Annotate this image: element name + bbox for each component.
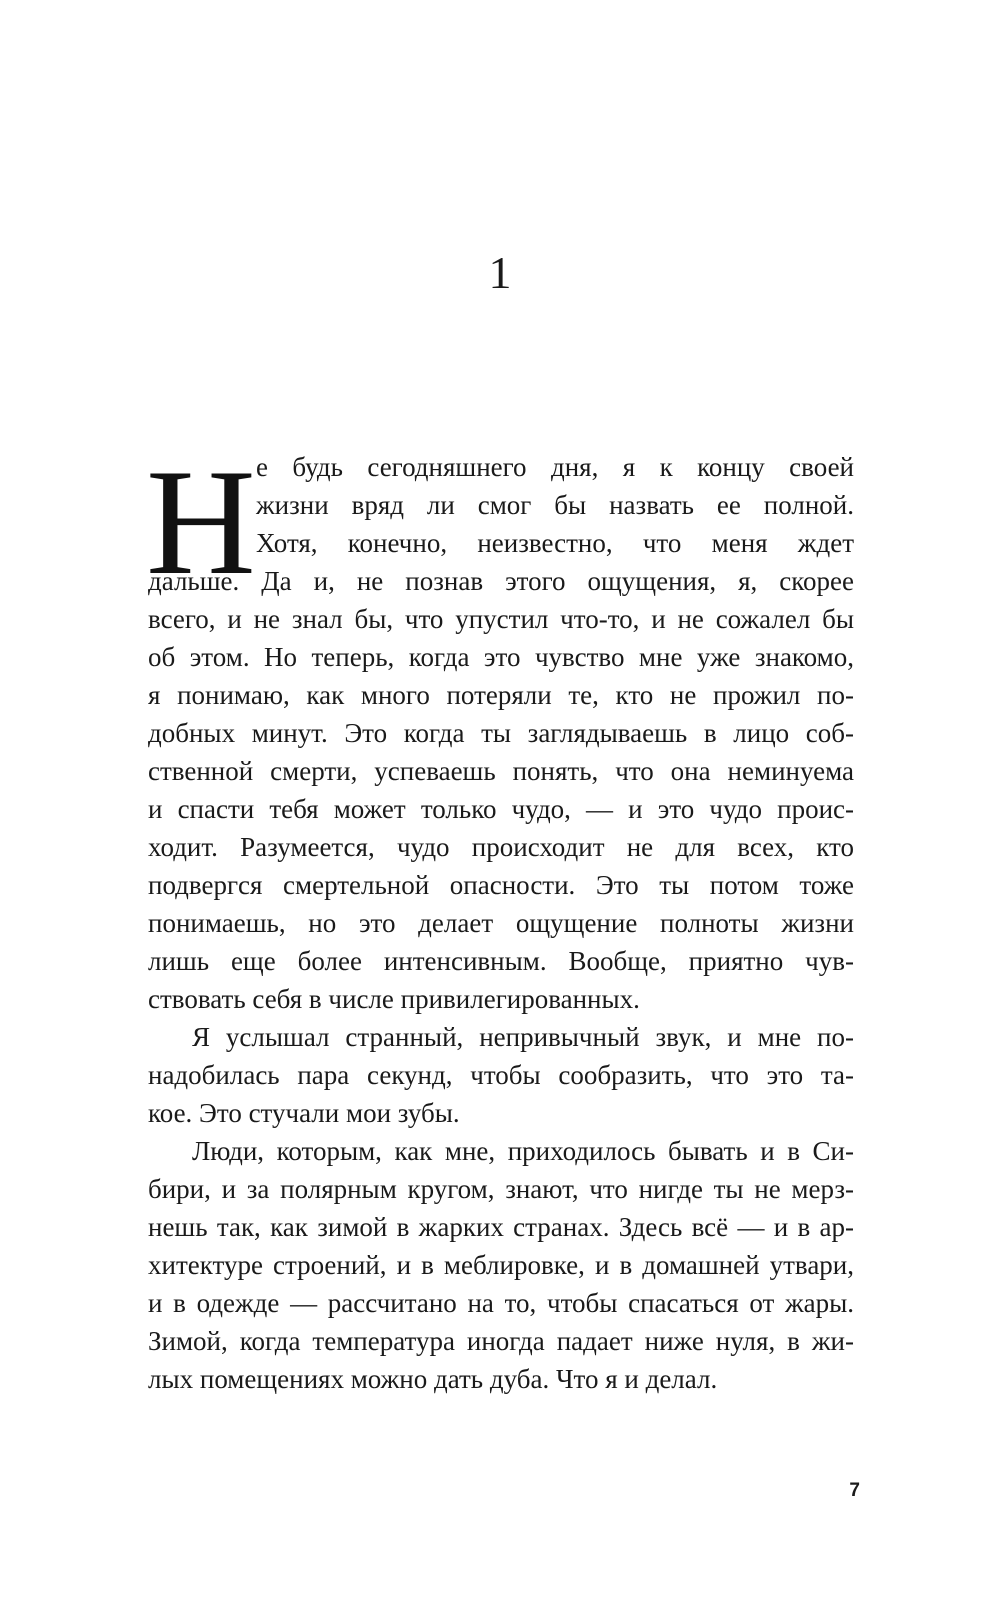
text-line: и спасти тебя может только чудо, — и это чудо проис- (148, 794, 854, 824)
text-line: всего, и не знал бы, что упустил что-то, и не сожалел бы (148, 604, 854, 634)
text-line: ходит. Разумеется, чудо происходит не для всех, кто (148, 832, 854, 862)
text-line: ственной смерти, успеваешь понять, что она неминуема (148, 756, 854, 786)
text-line: Хотя, конечно, неизвестно, что меня ждет (256, 528, 854, 558)
text-line: и в одежде — рассчитано на то, чтобы спасаться от жары. (148, 1288, 854, 1318)
text-line: лых помещениях можно дать дуба. Что я и делал. (148, 1364, 718, 1394)
text-line: понимаешь, но это делает ощущение полноты жизни (148, 908, 854, 938)
body-text (146, 438, 854, 1398)
text-line: бири, и за полярным кругом, знают, что нигде ты не мерз- (148, 1174, 854, 1204)
drop-cap: Н (146, 438, 256, 606)
text-line: Я услышал странный, непривычный звук, и мне по- (192, 1022, 854, 1052)
text-line: жизни вряд ли смог бы назвать ее полной. (256, 490, 854, 520)
paragraph-2 (148, 1018, 854, 1132)
text-line: подвергся смертельной опасности. Это ты потом тоже (148, 870, 854, 900)
text-line: об этом. Но теперь, когда это чувство мне уже знакомо, (148, 642, 854, 672)
text-line: дальше. Да и, не познав этого ощущения, я, скорее (148, 566, 854, 596)
paragraph-3 (148, 1132, 854, 1398)
text-line: кое. Это стучали мои зубы. (148, 1098, 460, 1128)
text-line: е будь сегодняшнего дня, я к концу своей (256, 452, 854, 482)
text-line: хитектуре строений, и в меблировке, и в домашней утвари, (148, 1250, 854, 1280)
text-line: ствовать себя в числе привилегированных. (148, 984, 640, 1014)
text-line: добных минут. Это когда ты заглядываешь в лицо соб- (148, 718, 854, 748)
text-line: Люди, которым, как мне, приходилось бывать и в Си- (192, 1136, 854, 1166)
paragraph-1 (146, 438, 854, 1018)
text-line: лишь еще более интенсивным. Вообще, приятно чув- (148, 946, 854, 976)
text-line: надобилась пара секунд, чтобы сообразить, что это та- (148, 1060, 854, 1090)
chapter-number: 1 (488, 247, 512, 298)
text-line: я понимаю, как много потеряли те, кто не прожил по- (148, 680, 854, 710)
text-line: Зимой, когда температура иногда падает ниже нуля, в жи- (148, 1326, 854, 1356)
page-number: 7 (849, 1480, 860, 1501)
text-line: нешь так, как зимой в жарких странах. Здесь всё — и в ар- (148, 1212, 854, 1242)
